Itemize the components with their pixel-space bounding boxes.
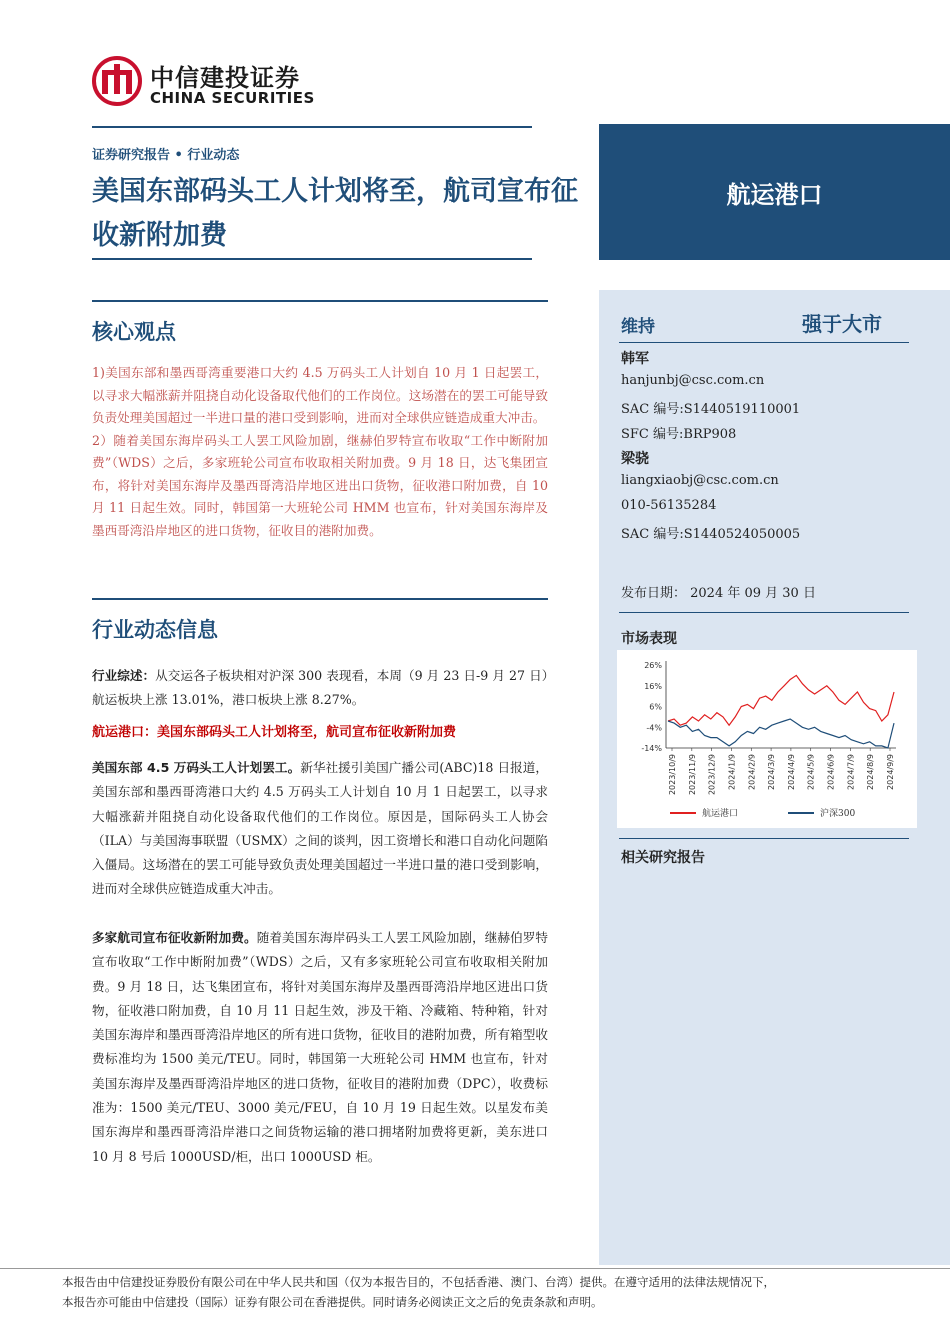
citic-logo-icon: [92, 56, 142, 106]
footer-rule: [0, 1268, 950, 1269]
x-tick-label: 2024/4/9: [786, 754, 796, 790]
paragraph-text: 随着美国东海岸码头工人罢工风险加剧，继赫伯罗特宣布收取“工作中断附加费”（WDS）之后，又有多家班轮公司宣布收取相关附加费。9 月 18 日，达飞集团宣布，将针对美国东海岸及墨西哥湾沿岸地区进出口货物，征收港口附加费，自 10 月 11 日起生效，涉及干箱、冷藏箱、特种箱，针对美国东海岸和墨西哥湾沿岸地区的所有进口货物，征收目的港附加费，所有箱型收费标准均为 1500 美元/TEU。同时，韩国第一大班轮公司 HMM 也宣布，针对美国东海岸及墨西哥湾沿岸地区的进口货物，征收目的港附加费（DPC），收费标准为：1500 美元/TEU、3000 美元/FEU，自 10 月 19 日起生效。以星发布美国东海岸和墨西哥湾沿岸港口之间货物运输的港口拥堵附加费将更新，美东进口 10 月 8 号后 1000USD/柜，出口 1000USD 柜。: [92, 930, 549, 1164]
chart-legend: [670, 806, 910, 822]
footer-disclaimer: [62, 1272, 950, 1312]
legend-item: [788, 806, 855, 819]
red-subheading: 航运港口：美国东部码头工人计划将至，航司宣布征收新附加费: [92, 725, 457, 740]
analyst-email[interactable]: liangxiaobj@csc.com.cn: [621, 473, 779, 488]
related-reports-heading: 相关研究报告: [621, 850, 705, 866]
sidebar-rule: [619, 838, 909, 839]
analyst-phone: 010-56135284: [621, 498, 717, 513]
y-tick-label: 6%: [649, 702, 662, 712]
sidebar-rule: [619, 612, 909, 613]
legend-item: [670, 806, 738, 819]
summary-lead: 行业综述：: [92, 668, 156, 683]
analyst-name: 梁骁: [621, 451, 649, 467]
paragraph-lead: 多家航司宣布征收新附加费。: [92, 930, 257, 945]
core-paragraph: 2）随着美国东海岸码头工人罢工风险加剧，继赫伯罗特宣布收取“工作中断附加费”（WDS）之后，多家班轮公司宣布收取相关附加费。9 月 18 日，达飞集团宣布，将针对美国东海岸及墨西哥湾沿岸地区进出口货物，征收港口附加费，自 10 月 11 日起生效。同时，韩国第一大班轮公司 HMM 也宣布，针对美国东海岸及墨西哥湾沿岸地区的进口货物，征收目的港附加费。: [92, 432, 548, 538]
section-rule: [92, 598, 548, 600]
section-rule: [92, 300, 548, 302]
x-tick-label: 2024/1/9: [727, 754, 737, 790]
analyst-sac: SAC 编号:S1440524050005: [621, 527, 801, 542]
rating-label: 维持: [621, 317, 655, 337]
x-tick-label: 2024/5/9: [806, 754, 816, 790]
summary-paragraph: [92, 664, 548, 713]
y-tick-label: -14%: [641, 744, 662, 753]
analyst-name: 韩军: [621, 351, 649, 367]
x-tick-label: 2024/6/9: [826, 754, 836, 790]
body-paragraph: [92, 926, 548, 1169]
core-viewpoints-text: [92, 362, 548, 542]
core-viewpoints-heading: 核心观点: [92, 320, 176, 344]
legend-swatch: [670, 812, 696, 814]
analyst-sac: SAC 编号:S1440519110001: [621, 402, 801, 417]
logo-chinese-text: 中信建投证券: [150, 64, 300, 92]
industry-label: 航运港口: [726, 180, 823, 209]
market-performance-heading: 市场表现: [621, 631, 677, 647]
footer-line: 本报告由中信建投证券股份有限公司在中华人民共和国（仅为本报告目的，不包括香港、澳门、台湾）提供。在遵守适用的法律法规情况下，: [62, 1275, 775, 1289]
chart-svg: [620, 655, 910, 805]
x-tick-label: 2023/11/9: [687, 754, 697, 796]
x-tick-label: 2024/8/9: [866, 754, 876, 790]
page-title: 美国东部码头工人计划将至，航司宣布征收新附加费: [92, 176, 578, 251]
logo-english-text: CHINA SECURITIES: [150, 89, 315, 107]
market-performance-chart: [620, 655, 910, 830]
report-type: 证券研究报告 • 行业动态: [92, 148, 240, 163]
legend-label: 航运港口: [702, 809, 739, 819]
paragraph-text: 新华社援引美国广播公司(ABC)18 日报道，美国东部和墨西哥湾港口大约 4.5 万码头工人计划自 10 月 1 日起罢工，以寻求大幅涨薪并阻挠自动化设备取代他们的工作岗位。原因是，国际码头工人协会（ILA）与美国海事联盟（USMX）之间的谈判，因工资增长和港口自动化问题陷入僵局。这场潜在的罢工可能导致负责处理美国超过一半进口量的港口受到影响，进而对全球供应链造成重大冲击。: [92, 760, 548, 897]
series-line: [668, 719, 894, 748]
summary-text: 从交运各子板块相对沪深 300 表现看，本周（9 月 23 日-9 月 27 日）航运板块上涨 13.01%，港口板块上涨 8.27%。: [92, 668, 549, 708]
x-tick-label: 2024/2/9: [747, 754, 757, 790]
title-rule: [92, 258, 532, 260]
publish-date: 发布日期： 2024 年 09 月 30 日: [621, 586, 816, 601]
footer-line: 本报告亦可能由中信建投（国际）证券有限公司在香港提供。同时请务必阅读正文之后的免责条款和声明。: [62, 1295, 603, 1309]
analyst-sfc: SFC 编号:BRP908: [621, 427, 737, 442]
header-rule: [92, 126, 532, 128]
company-logo: [92, 56, 342, 108]
y-tick-label: 26%: [644, 661, 662, 670]
y-tick-label: -4%: [646, 723, 662, 733]
paragraph-lead: 美国东部 4.5 万码头工人计划罢工。: [92, 760, 301, 775]
x-tick-label: 2023/10/9: [668, 754, 677, 796]
series-line: [668, 675, 894, 725]
body-paragraph: [92, 756, 548, 902]
analyst-email[interactable]: hanjunbj@csc.com.cn: [621, 373, 765, 388]
sidebar-rule: [619, 342, 909, 343]
industry-badge: [599, 124, 950, 260]
y-tick-label: 16%: [644, 681, 662, 691]
core-paragraph: 1)美国东部和墨西哥湾重要港口大约 4.5 万码头工人计划自 10 月 1 日起罢工，以寻求大幅涨薪并阻挠自动化设备取代他们的工作岗位。这场潜在的罢工可能导致负责处理美国超过一半进口量的港口受到影响，进而对全球供应链造成重大冲击。: [92, 365, 548, 425]
legend-swatch: [788, 812, 814, 814]
x-tick-label: 2023/12/9: [707, 754, 717, 796]
legend-label: 沪深300: [820, 809, 856, 819]
rating-value: 强于大市: [802, 312, 882, 336]
x-tick-label: 2024/9/9: [886, 754, 895, 790]
x-tick-label: 2024/3/9: [767, 754, 777, 790]
industry-dynamics-heading: 行业动态信息: [92, 618, 218, 642]
x-tick-label: 2024/7/9: [846, 754, 856, 790]
